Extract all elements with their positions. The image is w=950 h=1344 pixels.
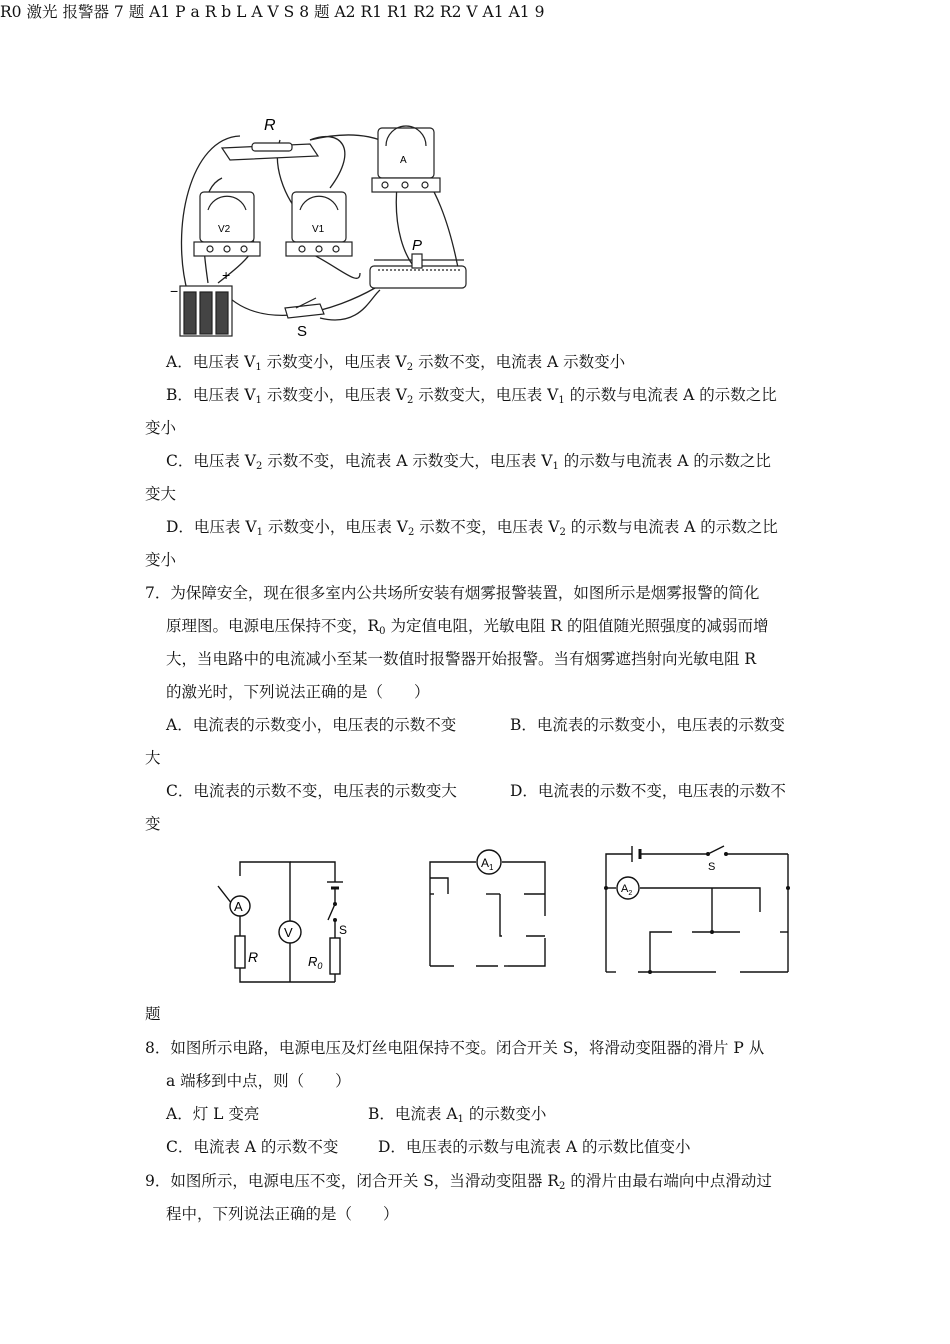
svg-text:V1: V1	[312, 224, 325, 235]
fig9-r2: R2 R2 V A1 A1 9 题 8．如图所示电路，电源电压及灯丝电阻保持不变。闭合开关 S，将滑动变阻器的滑片 P 从 a 端移到中点，则（ ） A．灯 L 变亮 B．电流表 $A_1$ 的示数变小 C．电流表 A 的示数不变 D．电压表的示数与电流表 A 的示数比值变小 9．如图所示，电源电压不变，闭合开关 S，当滑动变阻器 $R_2$ 的滑片由最右端向中点滑动过 程中，下列说法正确的是（ ）	[145, 3, 772, 1223]
fig9-voltmeter: V A1 A1 9 题 8．如图所示电路，电源电压及灯丝电阻保持不变。闭合开关 S，将滑动变阻器的滑片 P 从 a 端移到中点，则（ ） A．灯 L 变亮 B．电流表 $A_1$ 的示数变小 C．电流表 A 的示数不变 D．电压表的示数与电流表 A 的示数比值变小 9．如图所示，电源电压不变，闭合开关 S，当滑动变阻器 $R_2$ 的滑片由最右端向中点滑动过 程中，下列说法正确的是（ ）	[145, 3, 772, 1223]
q7-option-d-line2: 变	[145, 815, 161, 833]
q6-option-c-line2: 变大	[145, 485, 177, 503]
fig9-r1: R1 R1 R2 R2 V A1 A1 9 题 8．如图所示电路，电源电压及灯丝电阻保持不变。闭合开关 S，将滑动变阻器的滑片 P 从 a 端移到中点，则（ ） A．灯 L 变亮 B．电流表 $A_1$ 的示数变小 C．电流表 A 的示数不变 D．电压表的示数与电流表 A 的示数比值变小 9．如图所示，电源电压不变，闭合开关 S，当滑动变阻器 $R_2$ 的滑片由最右端向中点滑动过 程中，下列说法正确的是（ ）	[145, 3, 772, 1223]
resistor-label: R	[264, 117, 276, 134]
q6-apparatus-figure	[160, 108, 500, 340]
q8-option-d: D．电压表的示数与电流表 A 的示数比值变小	[378, 1138, 691, 1156]
q7-stem-line1: 7．为保障安全，现在很多室内公共场所安装有烟雾报警装置，如图所示是烟雾报警的简化	[145, 584, 760, 602]
q9-stem-line2: 程中，下列说法正确的是（ ）	[166, 1205, 399, 1223]
fig8-lamp: L A V S 8 题 S $A_2$ A2 R1 R1 R2 R2 V A1 A1 9 题 8．如图所示电路，电源电压及灯丝电阻保持不变。闭合开关 S，将滑动变阻器的滑片 P 从 a 端移到中点，则（ ） A．灯 L 变亮 B．电流表 $A_1$ 的示数变小 C．电流表 A 的示数不变 D．电压表的示数与电流表 A 的示数比值变小 9．如图所示，电源电压不变，闭合开关 S，当滑动变阻器 $R_2$ 的滑片由最右端向中点滑动过 程中，下列说法正确的是（ ）	[236, 3, 544, 21]
svg-text:S: S	[297, 323, 308, 340]
svg-text:R: R	[248, 949, 259, 965]
svg-text:V: V	[284, 925, 293, 940]
q8-stem-line1: 8．如图所示电路，电源电压及灯丝电阻保持不变。闭合开关 S，将滑动变阻器的滑片 P 从	[145, 1039, 765, 1057]
q7-option-a: A．电流表的示数变小，电压表的示数不变	[166, 716, 457, 734]
svg-text:P: P	[412, 237, 423, 254]
svg-text:−: −	[170, 283, 179, 299]
q6-option-b-line1: B．电压表 $V_1$ 示数变小，电压表 $V_2$ 示数变大，电压表 $V_1$ 的示数与电流表 A 的示数之比	[166, 386, 777, 406]
q7-stem-line3: 大，当电路中的电流减小至某一数值时报警器开始报警。当有烟雾遮挡射向光敏电阻 R	[166, 650, 757, 668]
fig8-circuit	[420, 844, 600, 992]
fig8-voltmeter: V S 8 题 S $A_2$ A2 R1 R1 R2 R2 V A1 A1 9 题 8．如图所示电路，电源电压及灯丝电阻保持不变。闭合开关 S，将滑动变阻器的滑片 P 从 a 端移到中点，则（ ） A．灯 L 变亮 B．电流表 $A_1$ 的示数变小 C．电流表 A 的示数不变 D．电压表的示数与电流表 A 的示数比值变小 9．如图所示，电源电压不变，闭合开关 S，当滑动变阻器 $R_2$ 的滑片由最右端向中点滑动过 程中，下列说法正确的是（ ）	[268, 3, 545, 21]
q8-option-b: B．电流表 $A_1$ 的示数变小	[368, 1105, 547, 1125]
fig8-ammeter-a: A V S 8 题 S $A_2$ A2 R1 R1 R2 R2 V A1 A1 9 题 8．如图所示电路，电源电压及灯丝电阻保持不变。闭合开关 S，将滑动变阻器的滑片 P 从 a 端移到中点，则（ ） A．灯 L 变亮 B．电流表 $A_1$ 的示数变小 C．电流表 A 的示数不变 D．电压表的示数与电流表 A 的示数比值变小 9．如图所示，电源电压不变，闭合开关 S，当滑动变阻器 $R_2$ 的滑片由最右端向中点滑动过 程中，下列说法正确的是（ ）	[251, 3, 544, 21]
q7-option-c: C．电流表的示数不变，电压表的示数变大	[166, 782, 457, 800]
fig7-photoresistor	[235, 936, 245, 968]
q8-stem-line2: a 端移到中点，则（ ）	[166, 1072, 351, 1090]
svg-text:R0: $R_0$	[308, 954, 323, 971]
fig7-smoke-alarm-circuit	[160, 842, 400, 992]
q7-option-b-line1: B．电流表的示数变小，电压表的示数变	[510, 716, 785, 734]
fig7-laser-box: 激光 报警器 7 题 $A_1$ A1 P a R b L A V S 8 题 S $A_2$ A2 R1 R1 R2 R2 V A1 A1 9 题 8．如图所示电路，电源电压及灯丝电阻保持不变。闭合开关 S，将滑动变阻器的滑片 P 从 a 端移到中点，则（ ） A．灯 L 变亮 B．电流表 $A_1$ 的示数变小 C．电流表 A 的示数不变 D．电压表的示数与电流表 A 的示数比值变小 9．如图所示，电源电压不变，闭合开关 S，当滑动变阻器 $R_2$ 的滑片由最右端向中点滑动过 程中，下列说法正确的是（ ）	[26, 3, 544, 21]
q6-option-b-line2: 变小	[145, 419, 177, 437]
svg-text:S: S	[339, 923, 348, 937]
svg-text:A1: $A_1$	[481, 856, 494, 872]
q6-option-a: A．电压表 $V_1$ 示数变小，电压表 $V_2$ 示数不变，电流表 A 示数变小	[166, 353, 626, 373]
svg-text:A: A	[234, 899, 243, 914]
fig9-circuit	[600, 842, 810, 992]
fig8-rheostat: P a R b L A V S 8 题 S $A_2$ A2 R1 R1 R2 R2 V A1 A1 9 题 8．如图所示电路，电源电压及灯丝电阻保持不变。闭合开关 S，将滑动变阻器的滑片 P 从 a 端移到中点，则（ ） A．灯 L 变亮 B．电流表 $A_1$ 的示数变小 C．电流表 A 的示数不变 D．电压表的示数与电流表 A 的示数比值变小 9．如图所示，电源电压不变，闭合开关 S，当滑动变阻器 $R_2$ 的滑片由最右端向中点滑动过 程中，下列说法正确的是（ ）	[175, 3, 544, 21]
svg-text:+: +	[222, 267, 231, 283]
q8-option-a: A．灯 L 变亮	[166, 1105, 260, 1123]
fig9-caption-word: 题	[145, 1005, 161, 1023]
q9-stem-line1: 9．如图所示，电源电压不变，闭合开关 S，当滑动变阻器 $R_2$ 的滑片由最右端向中点滑动过	[145, 1172, 772, 1192]
q7-option-b-line2: 大	[145, 749, 161, 767]
svg-text:A2: $A_2$	[621, 883, 633, 897]
q8-option-c: C．电流表 A 的示数不变	[166, 1138, 339, 1156]
fig9-ammeter-a1: A1 A1 9 题 8．如图所示电路，电源电压及灯丝电阻保持不变。闭合开关 S，将滑动变阻器的滑片 P 从 a 端移到中点，则（ ） A．灯 L 变亮 B．电流表 $A_1$ 的示数变小 C．电流表 A 的示数不变 D．电压表的示数与电流表 A 的示数比值变小 9．如图所示，电源电压不变，闭合开关 S，当滑动变阻器 $R_2$ 的滑片由最右端向中点滑动过 程中，下列说法正确的是（ ）	[145, 3, 772, 1223]
svg-text:A: A	[400, 155, 407, 166]
q7-stem-line2: 原理图。电源电压保持不变，$R_0$ 为定值电阻，光敏电阻 R 的阻值随光照强度的减弱而增	[166, 617, 769, 637]
resistor-board	[222, 143, 318, 160]
q7-stem-line4: 的激光时，下列说法正确的是（ ）	[166, 683, 430, 701]
q6-option-d-line1: D．电压表 $V_1$ 示数变小，电压表 $V_2$ 示数不变，电压表 $V_2$ 的示数与电流表 A 的示数之比	[166, 518, 778, 538]
q7-option-d-line1: D．电流表的示数不变，电压表的示数不	[510, 782, 786, 800]
q6-option-c-line1: C．电压表 $V_2$ 示数不变，电流表 A 示数变大，电压表 $V_1$ 的示数与电流表 A 的示数之比	[166, 452, 771, 472]
svg-text:V2: V2	[218, 224, 231, 235]
battery-pack	[180, 286, 232, 336]
fig7-r0	[330, 938, 340, 974]
svg-text:S: S	[708, 861, 716, 873]
switch-device	[285, 298, 324, 318]
rheostat-device	[370, 254, 466, 288]
q6-option-d-line2: 变小	[145, 551, 177, 569]
